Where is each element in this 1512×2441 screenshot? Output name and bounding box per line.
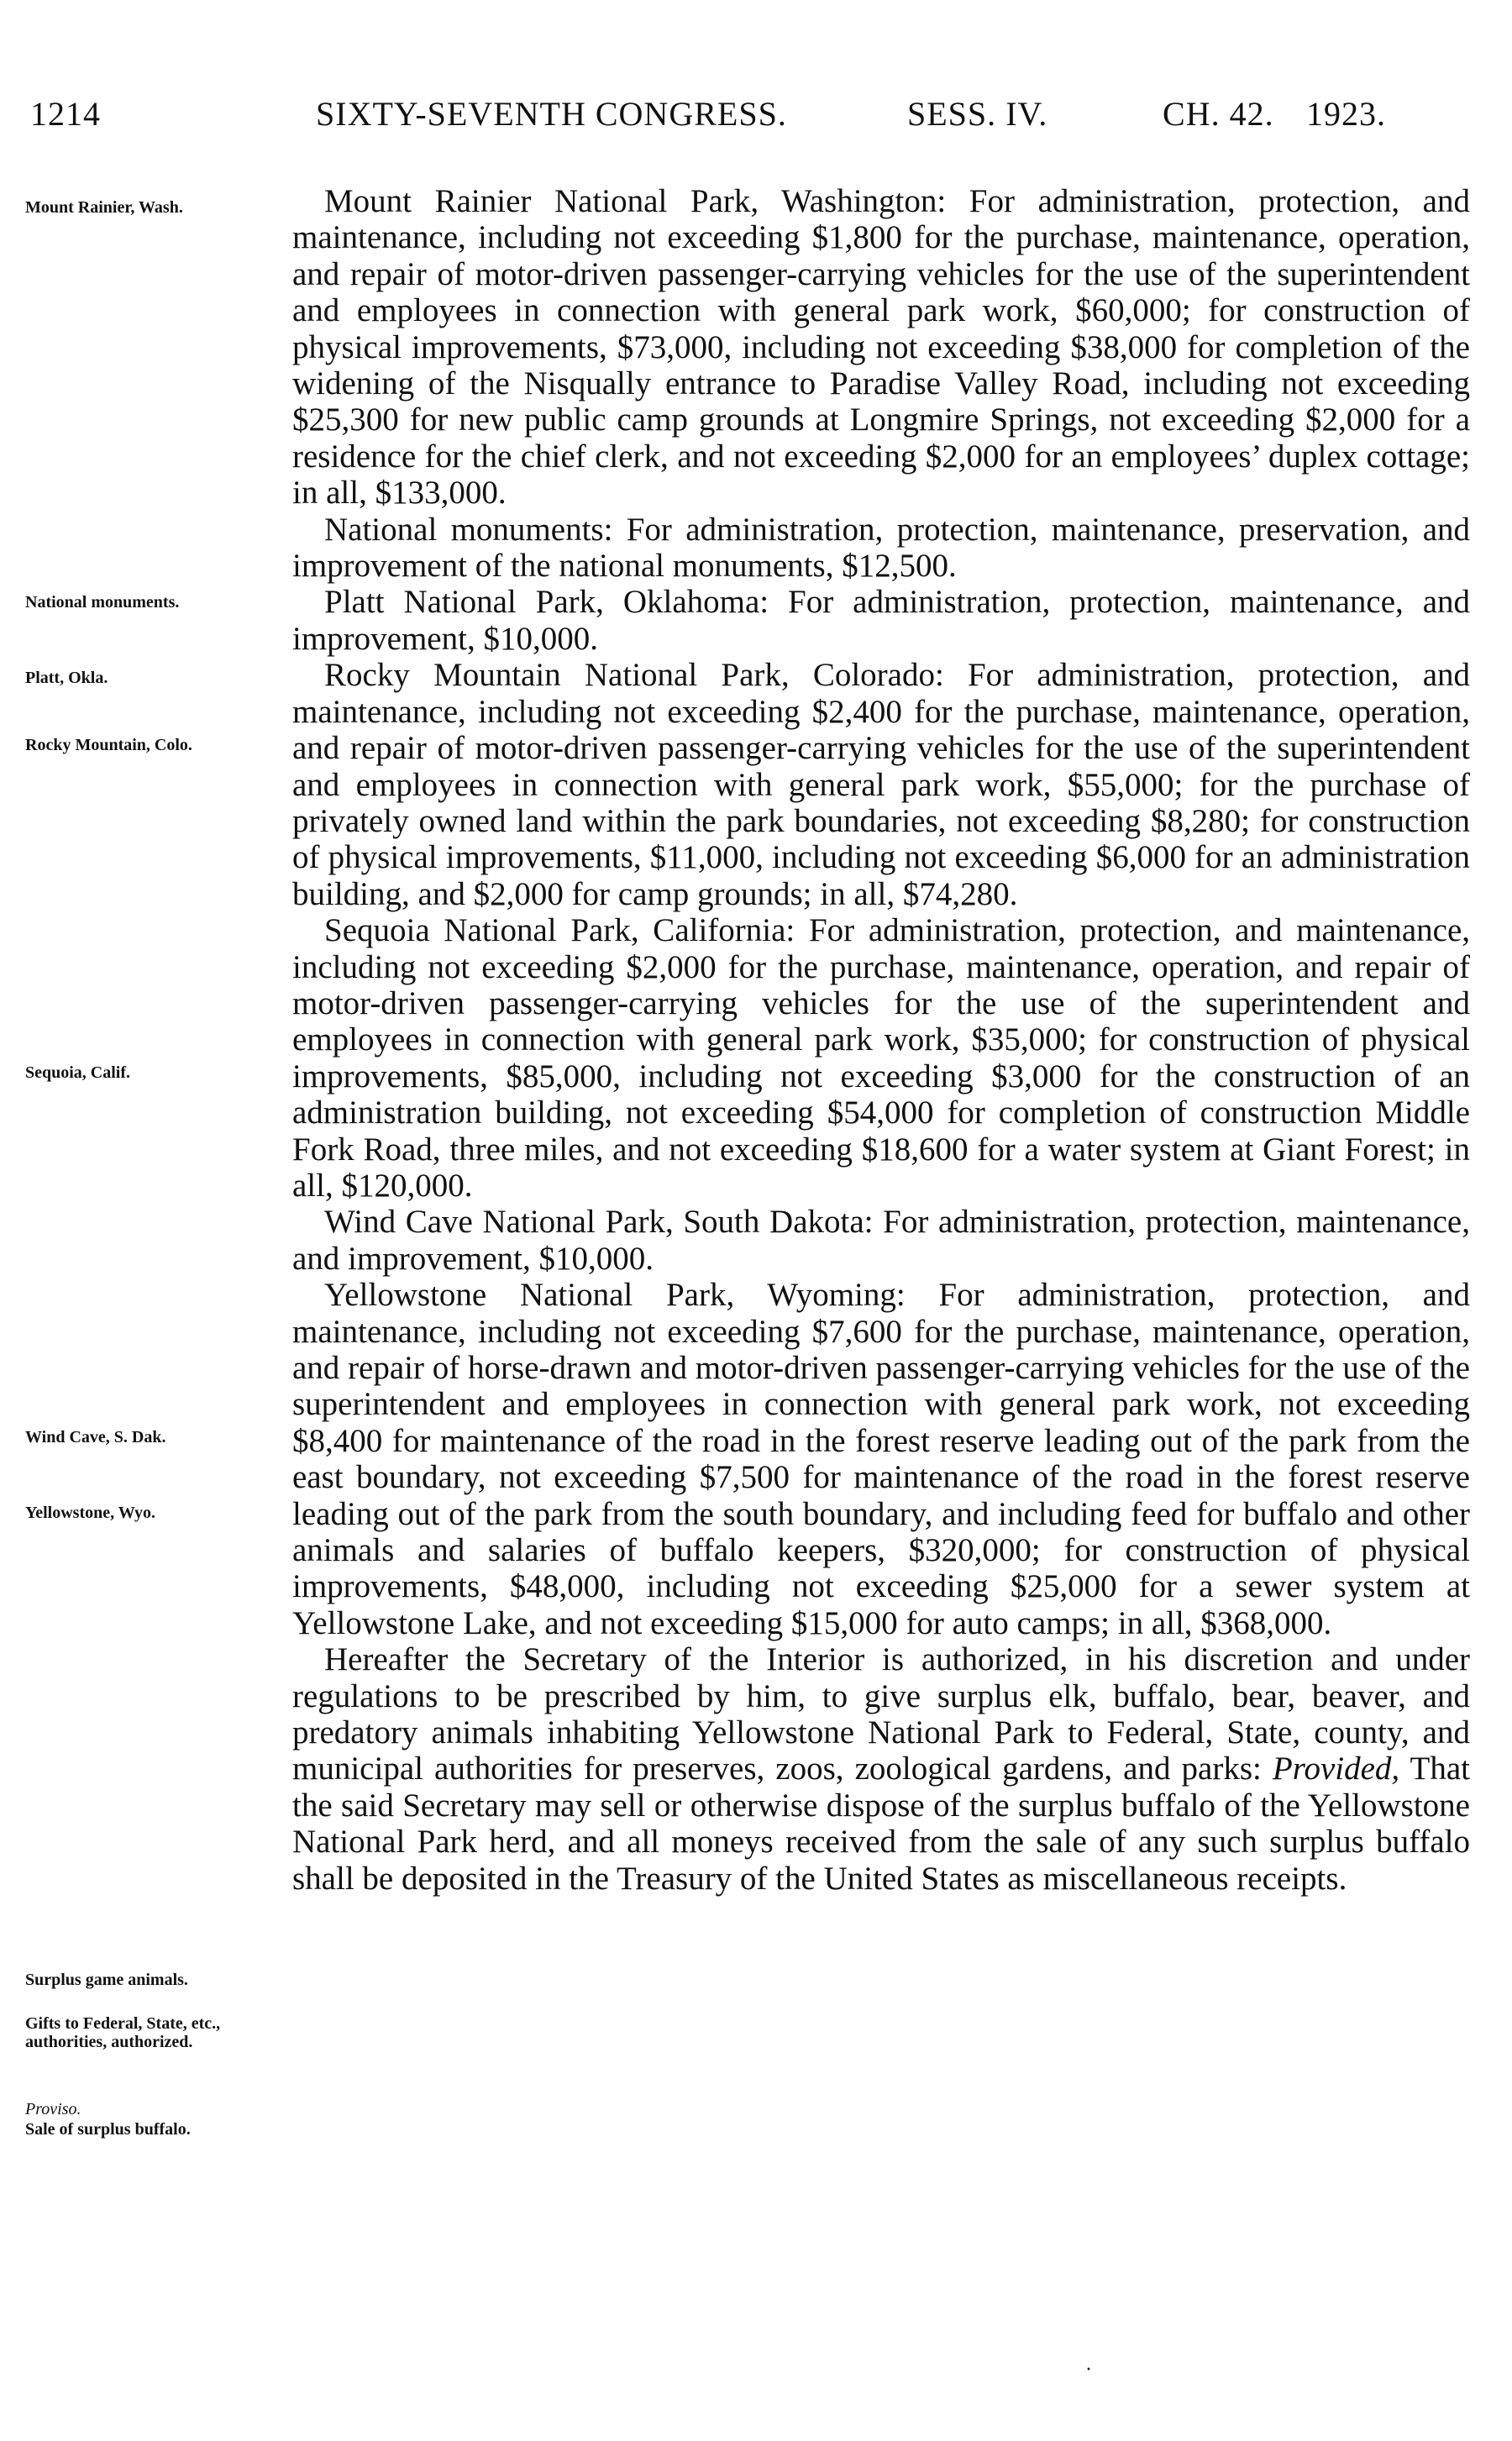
margin-note-sale-buffalo: Sale of surplus buffalo. xyxy=(25,2120,191,2139)
margin-note-yellowstone: Yellowstone, Wyo. xyxy=(25,1504,155,1522)
margin-note-proviso: Proviso. xyxy=(25,2100,81,2118)
paragraph-mount-rainier: Mount Rainier National Park, Washington: For administration, protection, and maintenance, including not exceeding $1,800 for the purchase, maintenance, operation, and repair of motor-driven passenger-carrying vehicles for the use of the superintendent and employees in connection with general park work, $60,000; for construction of physical improvements, $73,000, including not exceeding $38,000 for completion of the widening of the Nisqually entrance to Paradise Valley Road, including not exceeding $25,300 for new public camp grounds at Longmire Springs, not exceeding $2,000 for a residence for the chief clerk, and not exceeding $2,000 for an employees’ duplex cottage; in all, $133,000. xyxy=(292,183,1470,512)
paragraph-platt: Platt National Park, Oklahoma: For administration, protection, maintenance, and improvement, $10,000. xyxy=(292,584,1470,657)
session-label xyxy=(907,94,1047,134)
margin-note-rocky-mountain: Rocky Mountain, Colo. xyxy=(25,736,192,754)
congress-title: SIXTY-SEVENTH CONGRESS. xyxy=(316,95,787,133)
margin-note-sequoia: Sequoia, Calif. xyxy=(25,1063,131,1082)
paragraph-national-monuments: National monuments: For administration, protection, maintenance, preservation, and improvement of the national monuments, $12,500. xyxy=(292,511,1470,585)
margin-note-gifts: Gifts to Federal, State, etc., authorities, authorized. xyxy=(25,2014,221,2051)
provided-italic: Provided, xyxy=(1272,1751,1400,1787)
chapter-rest: H. xyxy=(1185,95,1221,133)
paragraph-sequoia: Sequoia National Park, California: For administration, protection, and maintenance, including not exceeding $2,000 for the purchase, maintenance, operation, and repair of motor-driven passenger-carrying vehicles for the use of the superintendent and employees in connection with general park work, $35,000; for construction of physical improvements, $85,000, including not exceeding $3,000 for the construction of an administration building, not exceeding $54,000 for completion of construction Middle Fork Road, three miles, and not exceeding $18,600 for a water system at Giant Forest; in all, $120,000. xyxy=(292,912,1470,1204)
chapter-number: 42. xyxy=(1229,95,1274,133)
page-number: 1214 xyxy=(30,95,101,133)
session-initial: S xyxy=(907,95,927,133)
margin-notes xyxy=(25,0,292,2441)
margin-note-mount-rainier: Mount Rainier, Wash. xyxy=(25,198,183,217)
session-number: IV. xyxy=(1005,95,1048,133)
paragraph-wind-cave: Wind Cave National Park, South Dakota: For administration, protection, maintenance, and improvement, $10,000. xyxy=(292,1204,1470,1277)
margin-note-wind-cave: Wind Cave, S. Dak. xyxy=(25,1428,166,1446)
margin-note-national-monuments: National monuments. xyxy=(25,593,180,612)
surplus-text-start: Hereafter the Secretary of the Interior is authorized, in his discretion and under regulations to be prescribed by him, to give surplus elk, buffalo, bear, beaver, and predatory animals inhabiting Yellowstone National Park to Federal, State, county, and municipal authorities for preserves, zoos, zoological gardens, and parks: xyxy=(292,1641,1470,1787)
surplus-text-end: That the said Secretary may sell or otherwise dispose of the surplus buffalo of the Yellowstone National Park herd, and all moneys received from the sale of any such surplus buffalo shall be deposited in the Treasury of the United States as miscellaneous receipts. xyxy=(292,1751,1471,1897)
session-rest: ESS. xyxy=(927,95,997,133)
chapter-label xyxy=(1163,94,1274,134)
chapter-initial: C xyxy=(1163,95,1186,133)
page-end-dot: · xyxy=(1085,2359,1092,2381)
year: 1923. xyxy=(1306,95,1386,133)
paragraph-surplus-animals xyxy=(292,1641,1470,1897)
paragraph-rocky-mountain: Rocky Mountain National Park, Colorado: For administration, protection, and maintenance, including not exceeding $2,400 for the purchase, maintenance, operation, and repair of motor-driven passenger-carrying vehicles for the use of the superintendent and employees in connection with general park work, $55,000; for the purchase of privately owned land within the park boundaries, not exceeding $8,280; for construction of physical improvements, $11,000, including not exceeding $6,000 for an administration building, and $2,000 for camp grounds; in all, $74,280. xyxy=(292,657,1470,912)
body-text xyxy=(292,183,1470,1897)
paragraph-yellowstone: Yellowstone National Park, Wyoming: For administration, protection, and maintenance, including not exceeding $7,600 for the purchase, maintenance, operation, and repair of horse-drawn and motor-driven passenger-carrying vehicles for the use of the superintendent and employees in connection with general park work, not exceeding $8,400 for maintenance of the road in the forest reserve leading out of the park from the east boundary, not exceeding $7,500 for maintenance of the road in the forest reserve leading out of the park from the south boundary, and including feed for buffalo and other animals and salaries of buffalo keepers, $320,000; for construction of physical improvements, $48,000, including not exceeding $25,000 for a sewer system at Yellowstone Lake, and not exceeding $15,000 for auto camps; in all, $368,000. xyxy=(292,1277,1470,1641)
margin-note-platt: Platt, Okla. xyxy=(25,669,108,687)
margin-note-surplus-game: Surplus game animals. xyxy=(25,1971,188,1989)
